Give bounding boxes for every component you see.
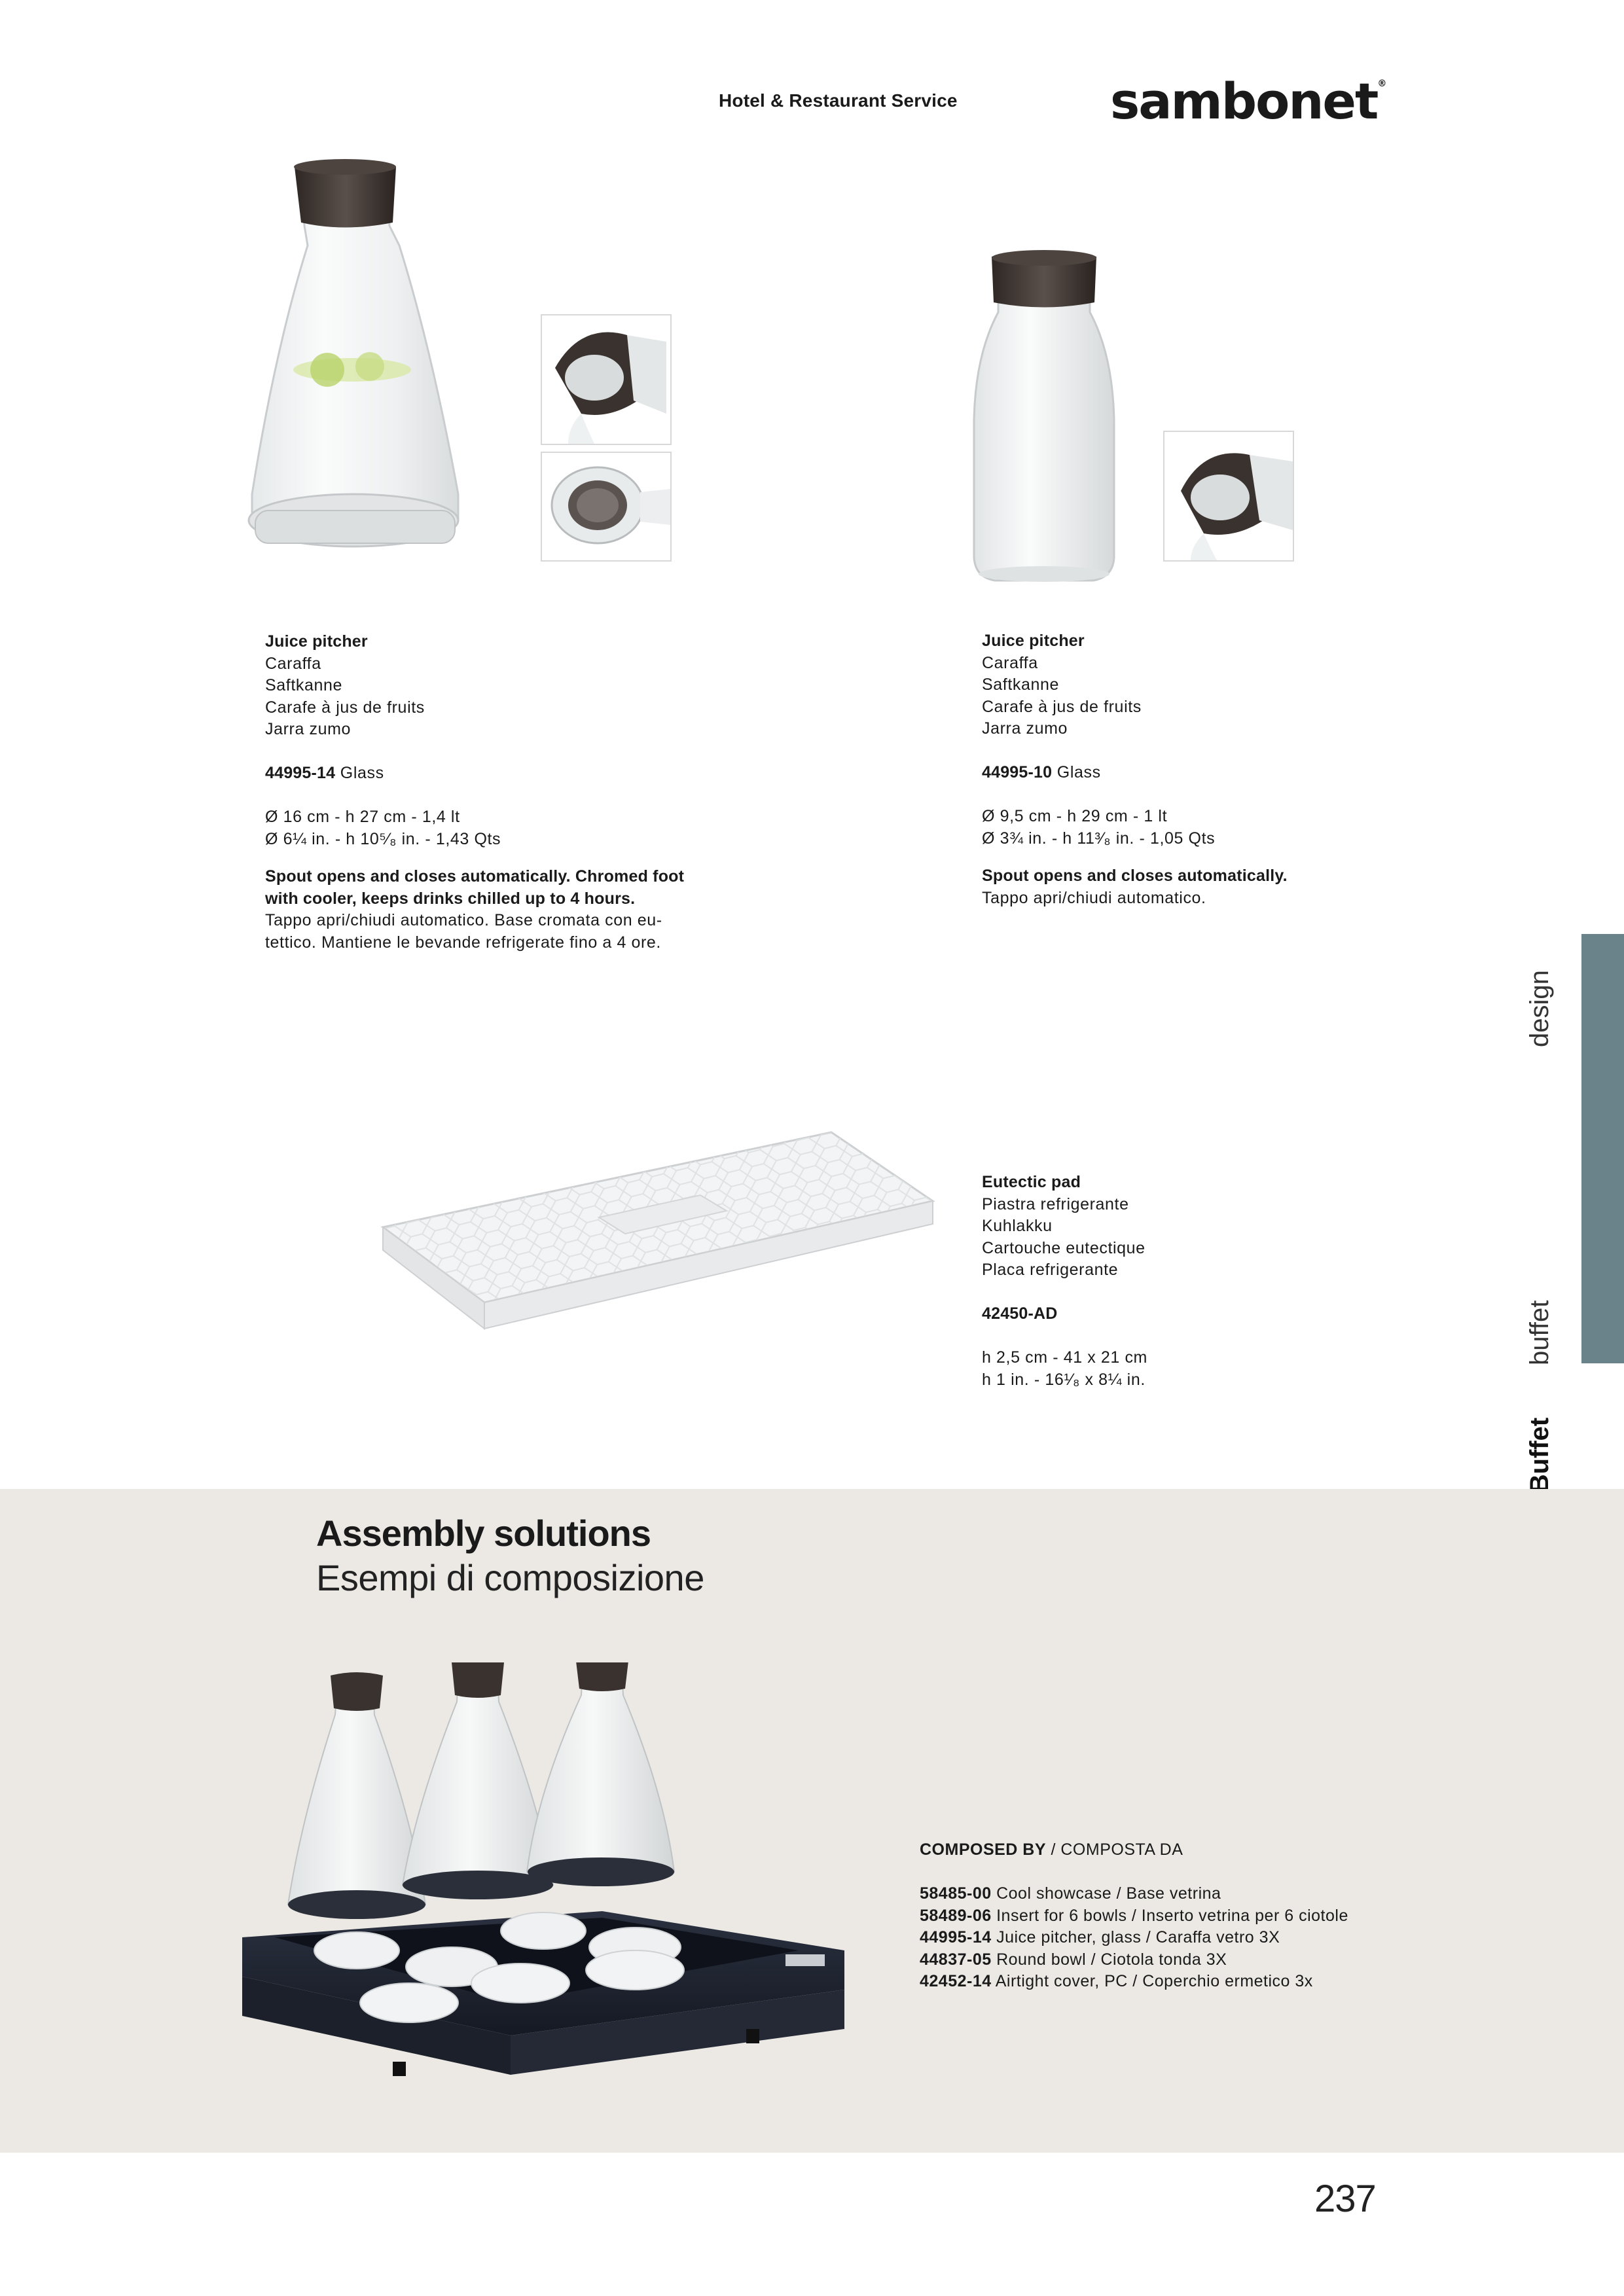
product-material: Glass — [1052, 763, 1101, 781]
product-material: Glass — [335, 764, 384, 782]
product-code-line — [982, 762, 1401, 784]
composed-by-list — [920, 1839, 1417, 1993]
product-dims-metric: Ø 16 cm - h 27 cm - 1,4 lt — [265, 808, 460, 826]
side-tab-bar — [1581, 934, 1624, 1363]
product-name-de: Saftkanne — [265, 676, 342, 694]
product-code: 44995-10 — [982, 763, 1053, 781]
side-tab-design: design — [1525, 970, 1554, 1047]
product-desc-en-1: Spout opens and closes automatically. Chromed foot — [265, 867, 685, 886]
product-name-es: Jarra zumo — [265, 720, 352, 738]
product-name-en: Eutectic pad — [982, 1173, 1081, 1191]
product-juice-pitcher-44995-10 — [982, 630, 1401, 909]
product-desc-it-1: Tappo apri/chiudi automatico. — [982, 888, 1206, 907]
product-desc-en-2: with cooler, keeps drinks chilled up to 4 hours. — [265, 889, 636, 908]
product-name-fr: Carafe à jus de fruits — [265, 698, 425, 717]
product-name-es: Jarra zumo — [982, 719, 1068, 738]
product-name-en: Juice pitcher — [982, 632, 1085, 650]
pitcher-spout-detail-thumbnail — [541, 314, 672, 445]
juice-pitcher-slim-image — [969, 250, 1119, 584]
assembly-title: Assembly solutions — [316, 1513, 651, 1554]
product-name-it: Caraffa — [982, 653, 1038, 672]
product-dims-imperial: h 1 in. - 16¹⁄₈ x 8¼ in. — [982, 1370, 1146, 1389]
pitcher-base-detail-thumbnail — [541, 452, 672, 562]
product-dims-imperial: Ø 6¼ in. - h 10⁵⁄₈ in. - 1,43 Qts — [265, 829, 501, 848]
side-tab-buffet: buffet — [1525, 1300, 1554, 1365]
eutectic-pad-image — [373, 1113, 936, 1374]
product-code: 44995-14 — [265, 764, 336, 782]
section-label: Hotel & Restaurant Service — [719, 90, 958, 111]
composed-by-heading: COMPOSED BY / COMPOSTA DA — [920, 1840, 1183, 1859]
product-name-en: Juice pitcher — [265, 632, 368, 651]
product-name-it: Piastra refrigerante — [982, 1194, 1129, 1213]
product-code: 42450-AD — [982, 1304, 1058, 1323]
product-desc-it-1: Tappo apri/chiudi automatico. Base cromata con eu- — [265, 911, 662, 929]
product-name-fr: Carafe à jus de fruits — [982, 697, 1142, 716]
composed-item: 44837-05 Round bowl / Ciotola tonda 3X — [920, 1950, 1227, 1969]
page-number: 237 — [1314, 2178, 1376, 2220]
product-code-line — [265, 762, 710, 785]
product-desc-it-2: tettico. Mantiene le bevande refrigerate fino a 4 ore. — [265, 933, 661, 952]
assembly-subtitle: Esempi di composizione — [316, 1557, 704, 1598]
composed-item: 42452-14 Airtight cover, PC / Coperchio ermetico 3x — [920, 1972, 1313, 1990]
product-desc-en-1: Spout opens and closes automatically. — [982, 867, 1288, 885]
assembly-composition-image — [236, 1662, 851, 2094]
product-dims-imperial: Ø 3¾ in. - h 11³⁄₈ in. - 1,05 Qts — [982, 829, 1216, 848]
product-name-fr: Cartouche eutectique — [982, 1238, 1146, 1257]
product-name-it: Caraffa — [265, 654, 321, 673]
slim-pitcher-spout-detail-thumbnail — [1163, 431, 1294, 562]
product-name-de: Kuhlakku — [982, 1217, 1053, 1235]
product-dims-metric: h 2,5 cm - 41 x 21 cm — [982, 1348, 1147, 1367]
composed-item: 58489-06 Insert for 6 bowls / Inserto vetrina per 6 ciotole — [920, 1906, 1348, 1925]
product-dims-metric: Ø 9,5 cm - h 29 cm - 1 lt — [982, 807, 1168, 825]
product-name-es: Placa refrigerante — [982, 1261, 1119, 1279]
composed-item: 58485-00 Cool showcase / Base vetrina — [920, 1884, 1221, 1903]
brand-logo: sambonet® — [1110, 72, 1387, 130]
juice-pitcher-conical-image — [236, 154, 471, 586]
product-name-de: Saftkanne — [982, 675, 1059, 694]
product-eutectic-pad-42450-ad — [982, 1172, 1401, 1391]
composed-item: 44995-14 Juice pitcher, glass / Caraffa vetro 3X — [920, 1928, 1280, 1946]
product-juice-pitcher-44995-14 — [265, 631, 710, 954]
